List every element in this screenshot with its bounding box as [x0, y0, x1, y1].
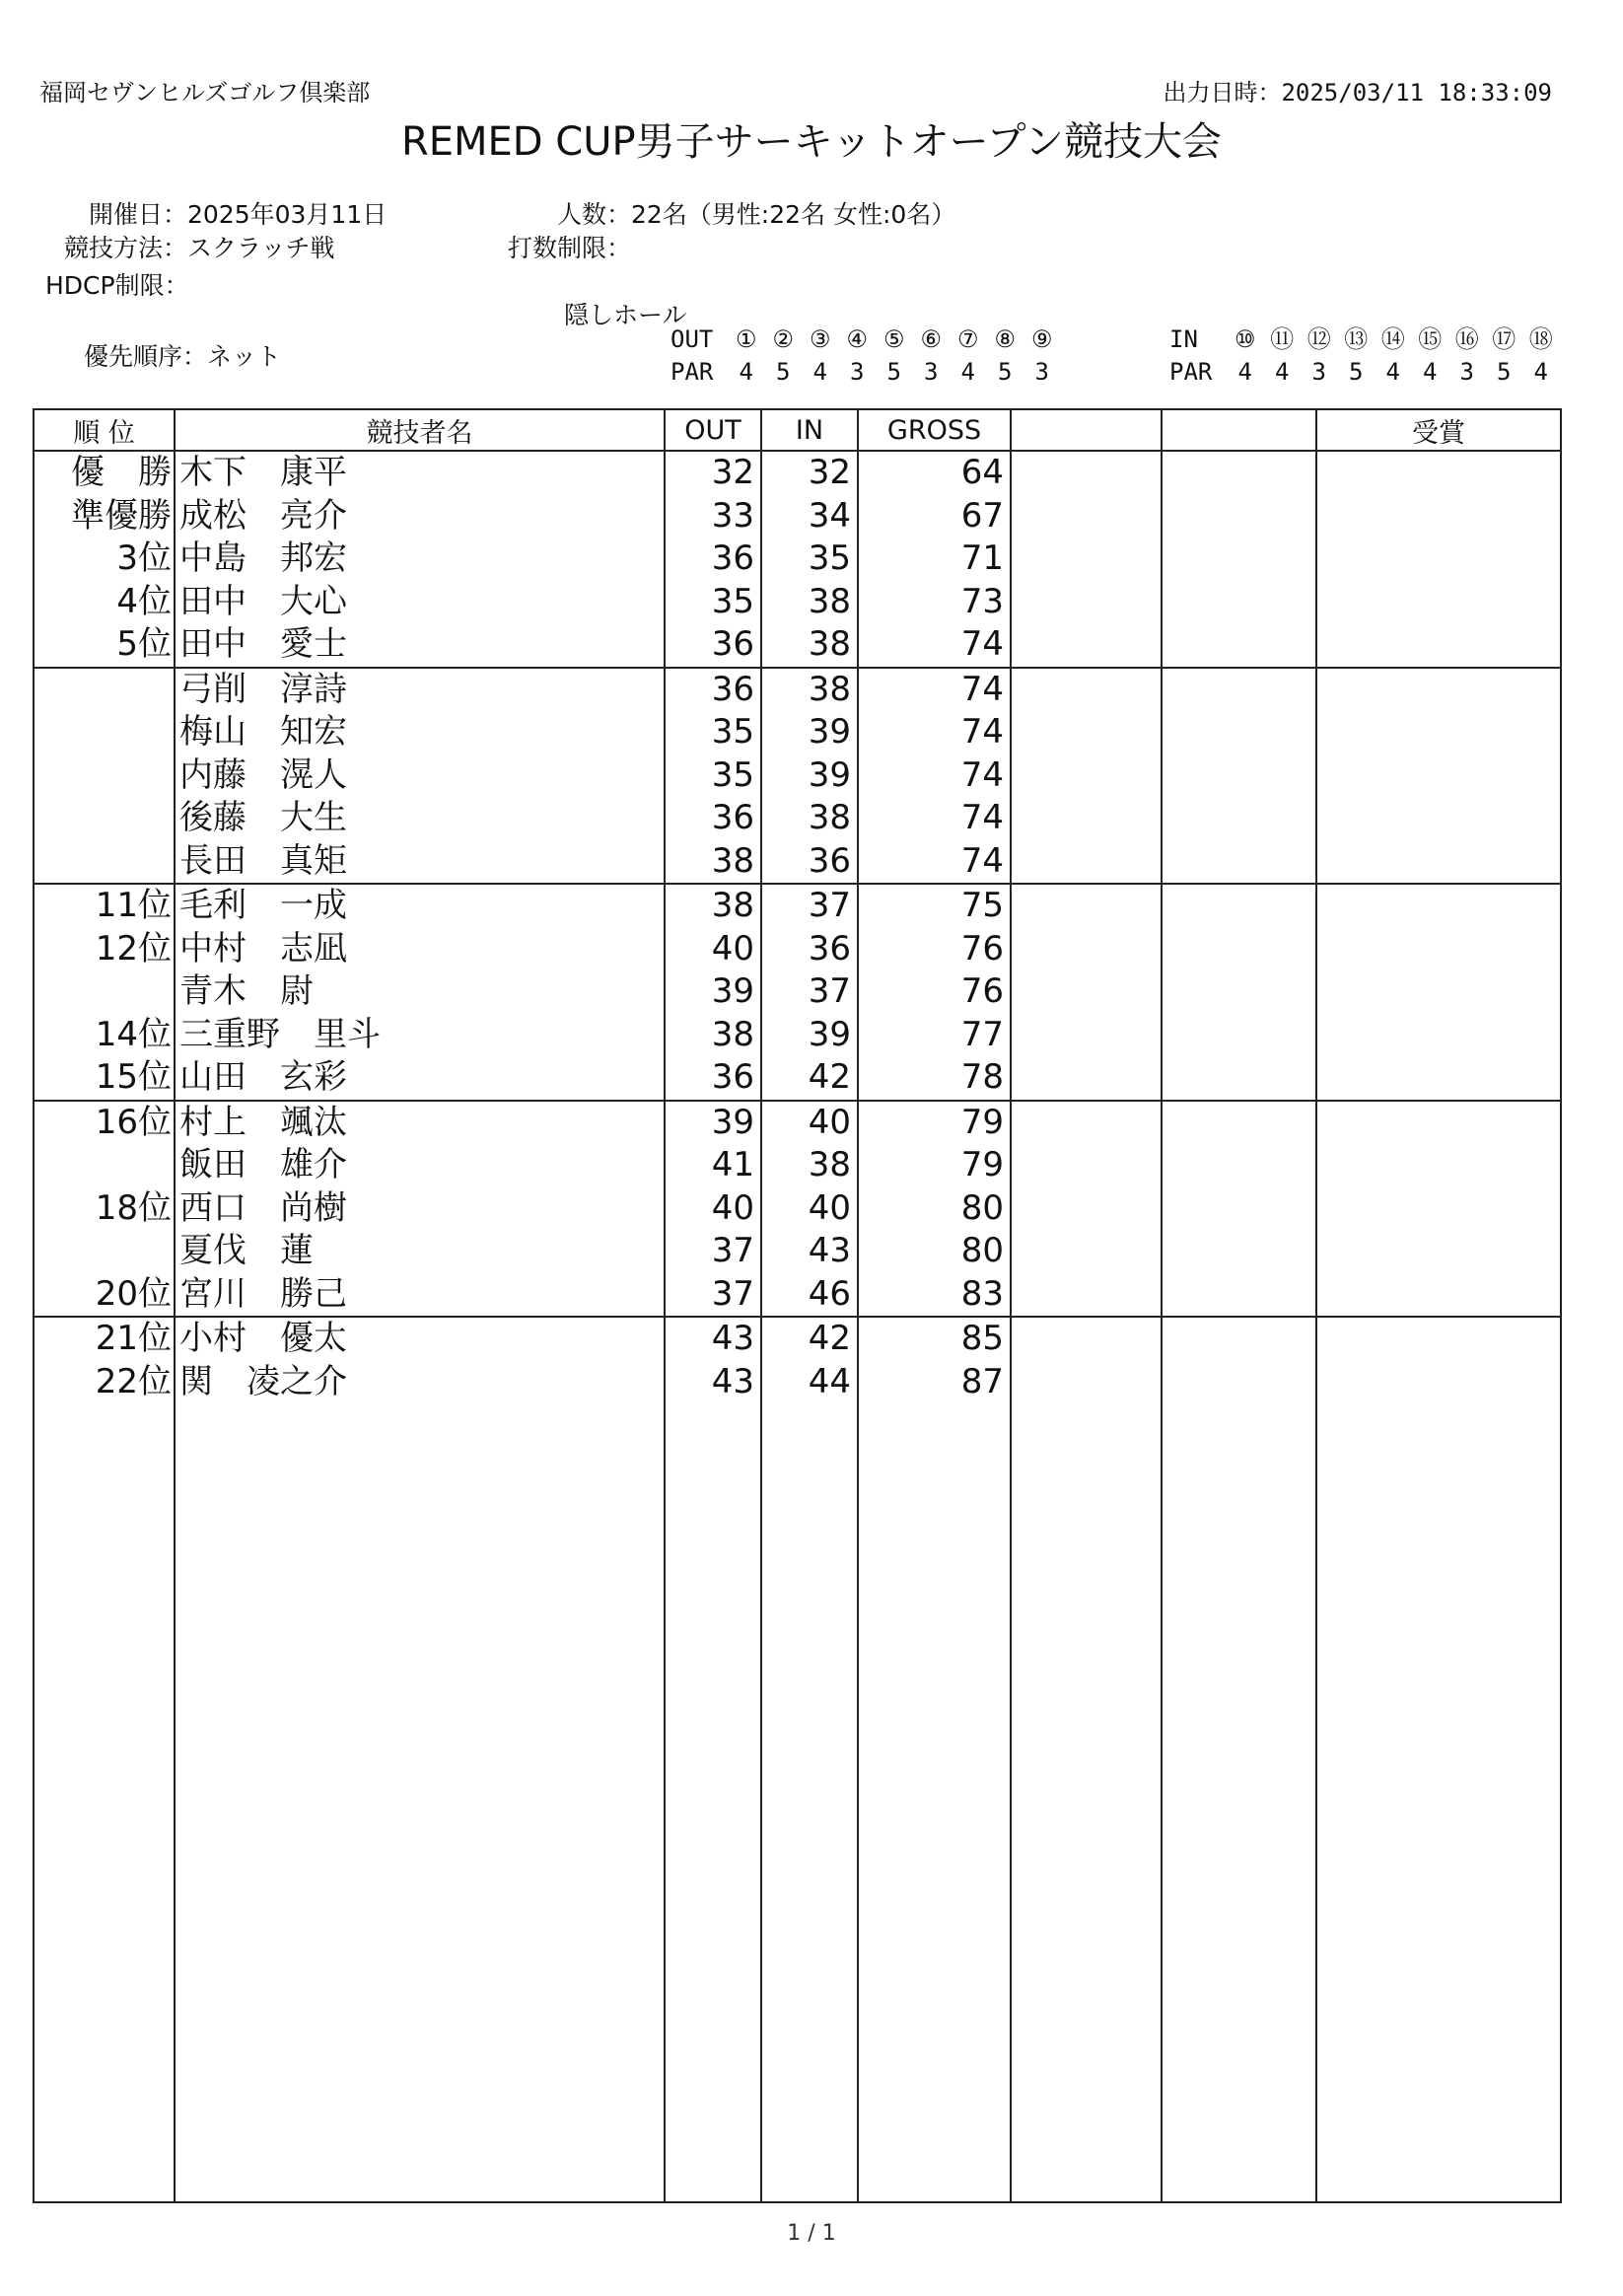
award-cell — [1316, 1230, 1561, 1273]
blank-cell — [1011, 1361, 1162, 1404]
gross-score-cell: 85 — [858, 1317, 1011, 1361]
table-filler-row — [34, 1403, 1561, 2202]
in-score-cell: 36 — [761, 840, 858, 885]
award-cell — [1316, 754, 1561, 798]
table-row — [34, 754, 1561, 798]
strokes-info — [473, 229, 631, 264]
blank-cell — [1162, 451, 1316, 495]
gross-score-cell: 79 — [858, 1144, 1011, 1187]
hole-par: 5 — [1349, 358, 1364, 386]
in-score-cell: 37 — [761, 884, 858, 928]
player-name-cell: 青木 尉 — [175, 970, 665, 1014]
hole-number: ⑰ — [1492, 325, 1517, 353]
player-name-cell: 中島 邦宏 — [175, 538, 665, 581]
players-label: 人数： — [556, 200, 631, 229]
in-score-cell: 44 — [761, 1361, 858, 1404]
gross-score-cell: 74 — [858, 840, 1011, 885]
blank-cell — [1011, 970, 1162, 1014]
blank-cell — [1011, 1187, 1162, 1231]
hole-par: 5 — [1497, 358, 1512, 386]
hole-par: 4 — [1237, 358, 1252, 386]
blank-cell — [1011, 1056, 1162, 1101]
out-par-row — [670, 356, 1061, 389]
gross-score-cell: 74 — [858, 754, 1011, 798]
blank-cell — [1162, 840, 1316, 885]
out-score-cell: 37 — [665, 1230, 761, 1273]
empty-cell — [665, 1403, 761, 2202]
hidden-holes-label: 隠しホール — [564, 301, 687, 329]
award-cell — [1316, 840, 1561, 885]
rank-cell: 22位 — [34, 1361, 175, 1404]
col-name-header: 競技者名 — [175, 409, 665, 451]
gross-score-cell: 74 — [858, 623, 1011, 668]
club-name: 福岡セヴンヒルズゴルフ倶楽部 — [39, 79, 371, 107]
table-row — [34, 623, 1561, 668]
blank-cell — [1011, 1317, 1162, 1361]
rank-cell: 5位 — [34, 623, 175, 668]
hole-number: ⑮ — [1418, 325, 1443, 353]
gross-score-cell: 87 — [858, 1361, 1011, 1404]
blank-cell — [1162, 581, 1316, 624]
blank-cell — [1162, 668, 1316, 712]
blank-cell — [1011, 538, 1162, 581]
out-hole-numbers — [670, 323, 1061, 356]
table-row — [34, 1273, 1561, 1318]
out-label: OUT — [670, 325, 714, 353]
blank-cell — [1011, 1144, 1162, 1187]
hole-par: 4 — [739, 358, 753, 386]
blank-cell — [1011, 754, 1162, 798]
blank-cell — [1011, 884, 1162, 928]
table-row — [34, 538, 1561, 581]
hole-number: ① — [735, 325, 757, 353]
player-name-cell: 長田 真矩 — [175, 840, 665, 885]
out-score-cell: 39 — [665, 970, 761, 1014]
table-row — [34, 1101, 1561, 1145]
strokes-label: 打数制限： — [507, 234, 631, 262]
col-blank2-header — [1162, 409, 1316, 451]
player-name-cell: 木下 康平 — [175, 451, 665, 495]
out-score-cell: 43 — [665, 1361, 761, 1404]
out-score-cell: 37 — [665, 1273, 761, 1318]
out-score-cell: 40 — [665, 928, 761, 971]
in-score-cell: 42 — [761, 1056, 858, 1101]
rank-cell: 21位 — [34, 1317, 175, 1361]
player-name-cell: 飯田 雄介 — [175, 1144, 665, 1187]
gross-score-cell: 73 — [858, 581, 1011, 624]
award-cell — [1316, 581, 1561, 624]
award-cell — [1316, 495, 1561, 538]
table-row — [34, 1056, 1561, 1101]
rank-cell: 3位 — [34, 538, 175, 581]
rank-cell — [34, 1230, 175, 1273]
player-name-cell: 田中 愛士 — [175, 623, 665, 668]
blank-cell — [1162, 928, 1316, 971]
player-name-cell: 弓削 淳詩 — [175, 668, 665, 712]
date-label: 開催日： — [88, 200, 187, 229]
hole-par: 3 — [1311, 358, 1326, 386]
blank-cell — [1011, 623, 1162, 668]
out-score-cell: 33 — [665, 495, 761, 538]
hole-number: ⑤ — [882, 325, 905, 353]
blank-cell — [1011, 451, 1162, 495]
award-cell — [1316, 451, 1561, 495]
table-row — [34, 495, 1561, 538]
blank-cell — [1011, 711, 1162, 754]
priority-value: ネット — [207, 342, 282, 371]
table-header-row — [34, 409, 1561, 451]
table-row — [34, 797, 1561, 840]
player-name-cell: 西口 尚樹 — [175, 1187, 665, 1231]
out-score-cell: 38 — [665, 840, 761, 885]
rank-cell: 16位 — [34, 1101, 175, 1145]
blank-cell — [1162, 495, 1316, 538]
blank-cell — [1011, 1014, 1162, 1057]
hole-par: 3 — [850, 358, 865, 386]
award-cell — [1316, 1014, 1561, 1057]
blank-cell — [1162, 970, 1316, 1014]
out-score-cell: 35 — [665, 711, 761, 754]
table-row — [34, 1317, 1561, 1361]
date-value: 2025年03月11日 — [187, 200, 388, 229]
out-score-cell: 32 — [665, 451, 761, 495]
gross-score-cell: 74 — [858, 797, 1011, 840]
table-row — [34, 451, 1561, 495]
blank-cell — [1162, 1230, 1316, 1273]
hole-par: 4 — [1385, 358, 1400, 386]
award-cell — [1316, 1317, 1561, 1361]
col-in-header: IN — [761, 409, 858, 451]
blank-cell — [1162, 1144, 1316, 1187]
gross-score-cell: 75 — [858, 884, 1011, 928]
player-name-cell: 関 凌之介 — [175, 1361, 665, 1404]
player-name-cell: 村上 颯汰 — [175, 1101, 665, 1145]
col-blank1-header — [1011, 409, 1162, 451]
blank-cell — [1162, 1101, 1316, 1145]
col-out-header: OUT — [665, 409, 761, 451]
out-score-cell: 39 — [665, 1101, 761, 1145]
blank-cell — [1162, 1014, 1316, 1057]
blank-cell — [1162, 1361, 1316, 1404]
in-score-cell: 32 — [761, 451, 858, 495]
table-row — [34, 840, 1561, 885]
award-cell — [1316, 1273, 1561, 1318]
out-score-cell: 36 — [665, 538, 761, 581]
in-par-row — [1169, 356, 1560, 389]
out-score-cell: 36 — [665, 797, 761, 840]
award-cell — [1316, 970, 1561, 1014]
priority-info — [39, 337, 281, 373]
hole-number: ⑩ — [1234, 325, 1256, 353]
gross-score-cell: 74 — [858, 711, 1011, 754]
in-score-cell: 34 — [761, 495, 858, 538]
rank-cell: 15位 — [34, 1056, 175, 1101]
award-cell — [1316, 797, 1561, 840]
blank-cell — [1011, 928, 1162, 971]
in-score-cell: 35 — [761, 538, 858, 581]
in-score-cell: 38 — [761, 668, 858, 712]
in-par-label: PAR — [1169, 358, 1213, 386]
out-score-cell: 36 — [665, 1056, 761, 1101]
table-row — [34, 1361, 1561, 1404]
hole-number: ③ — [809, 325, 831, 353]
out-score-cell: 35 — [665, 754, 761, 798]
in-score-cell: 43 — [761, 1230, 858, 1273]
table-row — [34, 970, 1561, 1014]
award-cell — [1316, 668, 1561, 712]
hole-par: 5 — [886, 358, 901, 386]
print-datetime: 出力日時：2025/03/11 18:33:09 — [1163, 79, 1552, 107]
award-cell — [1316, 1144, 1561, 1187]
player-name-cell: 小村 優太 — [175, 1317, 665, 1361]
hole-number: ⑯ — [1454, 325, 1479, 353]
player-name-cell: 梅山 知宏 — [175, 711, 665, 754]
award-cell — [1316, 1056, 1561, 1101]
results-table — [33, 408, 1562, 2203]
hole-number: ② — [772, 325, 794, 353]
page-title: REMED CUP男子サーキットオープン競技大会 — [400, 119, 1223, 165]
gross-score-cell: 74 — [858, 668, 1011, 712]
table-row — [34, 668, 1561, 712]
rank-cell: 18位 — [34, 1187, 175, 1231]
hole-number: ⑨ — [1030, 325, 1053, 353]
player-name-cell: 田中 大心 — [175, 581, 665, 624]
player-name-cell: 中村 志凪 — [175, 928, 665, 971]
rank-cell — [34, 970, 175, 1014]
blank-cell — [1162, 623, 1316, 668]
in-score-cell: 39 — [761, 711, 858, 754]
out-score-cell: 41 — [665, 1144, 761, 1187]
empty-cell — [175, 1403, 665, 2202]
blank-cell — [1162, 1056, 1316, 1101]
hole-number: ⑦ — [956, 325, 979, 353]
rank-cell: 優 勝 — [34, 451, 175, 495]
col-award-header: 受賞 — [1316, 409, 1561, 451]
blank-cell — [1162, 797, 1316, 840]
date-info — [39, 195, 387, 231]
rank-cell: 11位 — [34, 884, 175, 928]
award-cell — [1316, 538, 1561, 581]
rank-cell — [34, 711, 175, 754]
table-row — [34, 711, 1561, 754]
method-info — [39, 229, 335, 264]
gross-score-cell: 80 — [858, 1230, 1011, 1273]
gross-score-cell: 83 — [858, 1273, 1011, 1318]
gross-score-cell: 67 — [858, 495, 1011, 538]
hole-number: ⑪ — [1270, 325, 1295, 353]
rank-cell — [34, 840, 175, 885]
gross-score-cell: 78 — [858, 1056, 1011, 1101]
hole-number: ⑬ — [1344, 325, 1369, 353]
in-score-cell: 38 — [761, 581, 858, 624]
player-name-cell: 夏伐 蓮 — [175, 1230, 665, 1273]
hole-number: ④ — [846, 325, 868, 353]
gross-score-cell: 76 — [858, 970, 1011, 1014]
in-score-cell: 37 — [761, 970, 858, 1014]
award-cell — [1316, 1101, 1561, 1145]
blank-cell — [1162, 754, 1316, 798]
blank-cell — [1011, 1101, 1162, 1145]
gross-score-cell: 80 — [858, 1187, 1011, 1231]
table-row — [34, 928, 1561, 971]
out-score-cell: 36 — [665, 623, 761, 668]
priority-label: 優先順序： — [83, 342, 207, 371]
in-score-cell: 46 — [761, 1273, 858, 1318]
blank-cell — [1011, 581, 1162, 624]
award-cell — [1316, 1361, 1561, 1404]
award-cell — [1316, 884, 1561, 928]
page-number: 1 / 1 — [787, 2221, 836, 2246]
col-gross-header: GROSS — [858, 409, 1011, 451]
player-name-cell: 宮川 勝己 — [175, 1273, 665, 1318]
blank-cell — [1162, 1317, 1316, 1361]
hole-par: 4 — [1533, 358, 1548, 386]
out-score-cell: 38 — [665, 884, 761, 928]
in-hole-numbers — [1169, 323, 1560, 356]
out-par-label: PAR — [670, 358, 714, 386]
rank-cell: 20位 — [34, 1273, 175, 1318]
hole-par: 3 — [1034, 358, 1049, 386]
player-name-cell: 後藤 大生 — [175, 797, 665, 840]
hole-par: 3 — [1459, 358, 1474, 386]
in-holes — [1169, 323, 1560, 389]
hole-number: ⑱ — [1528, 325, 1553, 353]
gross-score-cell: 77 — [858, 1014, 1011, 1057]
gross-score-cell: 64 — [858, 451, 1011, 495]
table-row — [34, 1144, 1561, 1187]
player-name-cell: 成松 亮介 — [175, 495, 665, 538]
hole-par: 3 — [924, 358, 939, 386]
hole-par: 4 — [1423, 358, 1438, 386]
hole-par: 5 — [998, 358, 1013, 386]
rank-cell — [34, 1144, 175, 1187]
table-row — [34, 581, 1561, 624]
in-score-cell: 42 — [761, 1317, 858, 1361]
out-score-cell: 35 — [665, 581, 761, 624]
gross-score-cell: 79 — [858, 1101, 1011, 1145]
in-score-cell: 36 — [761, 928, 858, 971]
award-cell — [1316, 711, 1561, 754]
blank-cell — [1162, 884, 1316, 928]
blank-cell — [1162, 1187, 1316, 1231]
hole-number: ⑥ — [920, 325, 942, 353]
player-name-cell: 山田 玄彩 — [175, 1056, 665, 1101]
method-value: スクラッチ戦 — [187, 234, 335, 262]
empty-cell — [1316, 1403, 1561, 2202]
player-name-cell: 毛利 一成 — [175, 884, 665, 928]
hole-par: 4 — [960, 358, 975, 386]
in-score-cell: 40 — [761, 1187, 858, 1231]
blank-cell — [1162, 538, 1316, 581]
blank-cell — [1011, 668, 1162, 712]
blank-cell — [1011, 495, 1162, 538]
table-row — [34, 1187, 1561, 1231]
blank-cell — [1162, 1273, 1316, 1318]
blank-cell — [1011, 1273, 1162, 1318]
hole-par: 4 — [1275, 358, 1290, 386]
in-score-cell: 38 — [761, 797, 858, 840]
rank-cell — [34, 668, 175, 712]
in-score-cell: 40 — [761, 1101, 858, 1145]
rank-cell: 準優勝 — [34, 495, 175, 538]
empty-cell — [34, 1403, 175, 2202]
empty-cell — [1011, 1403, 1162, 2202]
empty-cell — [858, 1403, 1011, 2202]
blank-cell — [1162, 711, 1316, 754]
in-score-cell: 38 — [761, 623, 858, 668]
rank-cell — [34, 754, 175, 798]
out-score-cell: 40 — [665, 1187, 761, 1231]
table-row — [34, 884, 1561, 928]
hdcp-info — [45, 266, 189, 302]
hole-par: 5 — [776, 358, 791, 386]
empty-cell — [1162, 1403, 1316, 2202]
in-score-cell: 39 — [761, 754, 858, 798]
in-score-cell: 38 — [761, 1144, 858, 1187]
gross-score-cell: 71 — [858, 538, 1011, 581]
gross-score-cell: 76 — [858, 928, 1011, 971]
in-label: IN — [1169, 325, 1198, 353]
players-info — [473, 195, 955, 231]
results-body — [34, 451, 1561, 2202]
blank-cell — [1011, 1230, 1162, 1273]
hole-number: ⑭ — [1380, 325, 1405, 353]
award-cell — [1316, 623, 1561, 668]
award-cell — [1316, 1187, 1561, 1231]
table-row — [34, 1230, 1561, 1273]
blank-cell — [1011, 797, 1162, 840]
out-score-cell: 43 — [665, 1317, 761, 1361]
rank-cell: 14位 — [34, 1014, 175, 1057]
blank-cell — [1011, 840, 1162, 885]
hole-number: ⑧ — [994, 325, 1016, 353]
out-score-cell: 36 — [665, 668, 761, 712]
hole-par: 4 — [812, 358, 827, 386]
in-score-cell: 39 — [761, 1014, 858, 1057]
hole-number: ⑫ — [1306, 325, 1331, 353]
rank-cell — [34, 797, 175, 840]
hdcp-label: HDCP制限： — [45, 271, 189, 300]
player-name-cell: 内藤 滉人 — [175, 754, 665, 798]
players-value: 22名（男性:22名 女性:0名） — [631, 200, 956, 229]
rank-cell: 12位 — [34, 928, 175, 971]
empty-cell — [761, 1403, 858, 2202]
method-label: 競技方法： — [63, 234, 187, 262]
rank-cell: 4位 — [34, 581, 175, 624]
out-score-cell: 38 — [665, 1014, 761, 1057]
player-name-cell: 三重野 里斗 — [175, 1014, 665, 1057]
col-rank-header: 順 位 — [34, 409, 175, 451]
out-holes — [670, 323, 1061, 389]
award-cell — [1316, 928, 1561, 971]
table-row — [34, 1014, 1561, 1057]
